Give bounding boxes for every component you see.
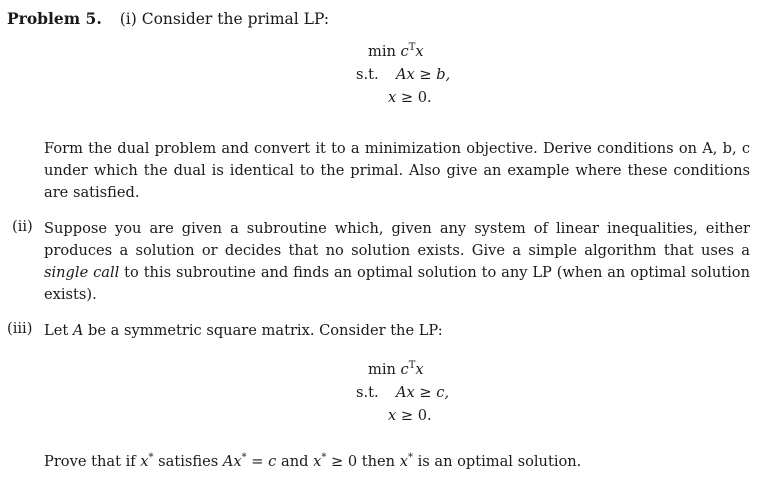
- part-i-intro: Consider the primal LP:: [141, 10, 330, 28]
- transpose-mark: T: [408, 42, 416, 53]
- constraint-rhs: b,: [436, 66, 451, 83]
- part-iii-label: (iii): [7, 320, 33, 337]
- ge-symbol: ≥: [400, 89, 414, 106]
- part-iii-intro: Let A be a symmetric square matrix. Consider the LP:: [44, 322, 443, 339]
- objective-c: c: [400, 43, 409, 60]
- ge-symbol: ≥: [419, 66, 432, 83]
- problem-heading: [7, 9, 329, 28]
- single-call-emphasis: single call: [44, 264, 120, 281]
- objective-x: x: [415, 43, 424, 60]
- part-i-text: Form the dual problem and convert it to a minimization objective. Derive conditions on A, b, c under which the dual is identical to the primal. Also give an example where these conditions are satisfied.: [44, 140, 750, 201]
- nonneg-lhs: x: [388, 89, 397, 106]
- problem-number: Problem 5.: [7, 9, 102, 28]
- part-ii-text: Suppose you are given a subroutine which, given any system of linear inequalities, either produces a solution or decides that no solution exists. Give a simple algorithm that uses a single call to this subroutine and finds an optimal solution to any LP (when an optimal solution exists).: [44, 220, 750, 303]
- part-iii-proof-statement: Prove that if x* satisfies Ax* = c and x* ≥ 0 then x* is an optimal solution.: [44, 452, 582, 470]
- part-i-label: (i): [119, 10, 137, 28]
- constraint-lhs: Ax: [396, 66, 415, 83]
- part-ii-label: (ii): [12, 218, 33, 235]
- st-label: s.t.: [356, 66, 379, 83]
- min-keyword: min: [368, 43, 396, 60]
- problem-page: Problem 5. (i) Consider the primal LP: $\min c^Tx$ s.t. Ax ≥ b, x ≥ 0. Form the dual problem and convert it to a minimization objective. Derive conditions on A, b, c under which the dual is identical to the primal. Also give an example where these conditions are satisfied. (ii) Suppose you are given a subroutine which, given any system of linear inequalities, either produces a solution or decides that no solution exists. Give a simple algorithm that uses a single call to this subroutine and finds an optimal solution to any LP (when an optimal solution exists). (iii) Let A be a symmetric square matrix. Consider the LP: $\min c^Tx$ s.t. Ax ≥ c, x ≥ 0. Prove that if x* satisfies Ax* = c and x* ≥ 0 then x* is an optimal solution.: [0, 0, 765, 487]
- nonneg-rhs: 0.: [417, 89, 432, 106]
